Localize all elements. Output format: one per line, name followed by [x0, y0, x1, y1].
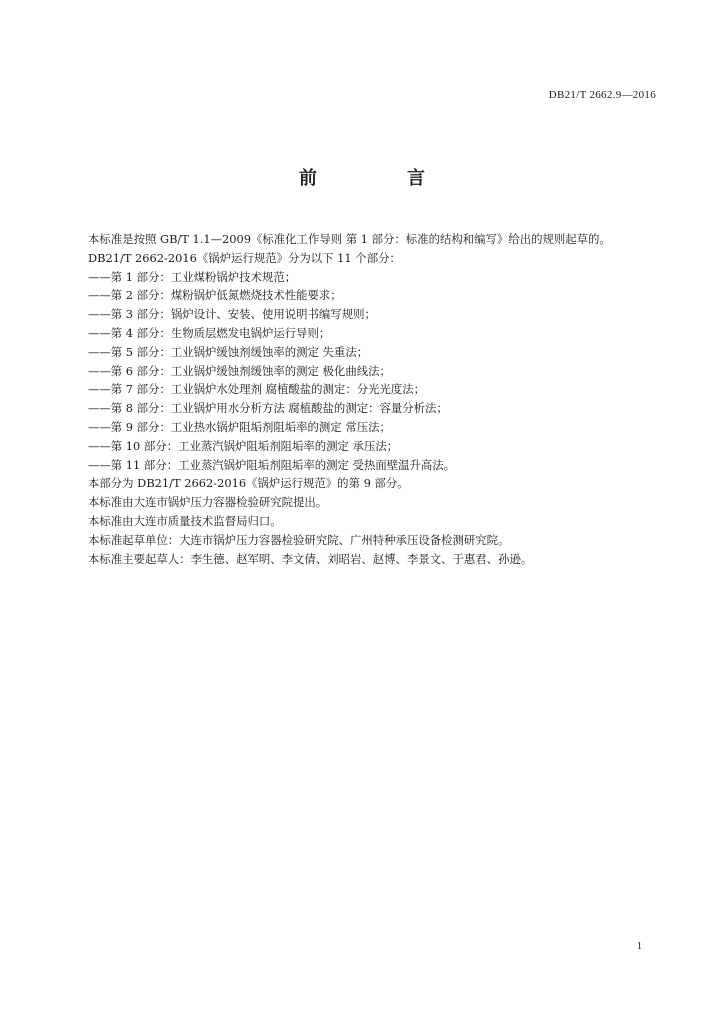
list-item: ——第 1 部分：工业煤粉锅炉技术规范； [88, 269, 297, 284]
foreword-body [88, 230, 668, 568]
list-item: ——第 2 部分：煤粉锅炉低氮燃烧技术性能要求； [88, 288, 342, 303]
standard-code: DB21/T 2662.9—2016 [548, 89, 656, 101]
list-item: ——第 7 部分：工业锅炉水处理剂 腐植酸盐的测定：分光光度法； [88, 382, 426, 397]
list-item: ——第 11 部分：工业蒸汽锅炉阻垢剂阻垢率的测定 受热面壁温升高法。 [88, 457, 456, 472]
list-item: ——第 4 部分：生物质层燃发电锅炉运行导则； [88, 325, 331, 340]
body-line: 本标准主要起草人：李生德、赵军明、李文倩、刘昭岩、赵博、李景文、于惠君、孙逊。 [88, 551, 533, 566]
body-line: 本标准是按照 GB/T 1.1—2009《标准化工作导则 第 1 部分：标准的结构和编写》给出的规则起草的。 [88, 232, 611, 246]
list-item: ——第 10 部分：工业蒸汽锅炉阻垢剂阻垢率的测定 承压法； [88, 438, 399, 453]
page-number: 1 [637, 941, 642, 952]
list-item: ——第 3 部分：锅炉设计、安装、使用说明书编写规则； [88, 307, 376, 322]
body-line: 本标准由大连市锅炉压力容器检验研究院提出。 [88, 495, 328, 510]
list-item: ——第 8 部分：工业锅炉用水分析方法 腐植酸盐的测定：容量分析法； [88, 401, 448, 416]
list-item: ——第 9 部分：工业热水锅炉阻垢剂阻垢率的测定 常压法； [88, 419, 391, 434]
body-line: 本部分为 DB21/T 2662-2016《锅炉运行规范》的第 9 部分。 [88, 476, 409, 491]
list-item: ——第 6 部分：工业锅炉缓蚀剂缓蚀率的测定 极化曲线法； [88, 363, 391, 378]
body-line: 本标准由大连市质量技术监督局归口。 [88, 513, 282, 528]
body-line: DB21/T 2662-2016《锅炉运行规范》分为以下 11 个部分： [88, 250, 401, 265]
page-title: 前 言 [299, 168, 461, 189]
list-item: ——第 5 部分：工业锅炉缓蚀剂缓蚀率的测定 失重法； [88, 344, 369, 359]
body-line: 本标准起草单位：大连市锅炉压力容器检验研究院、广州特种承压设备检测研究院。 [88, 532, 510, 547]
